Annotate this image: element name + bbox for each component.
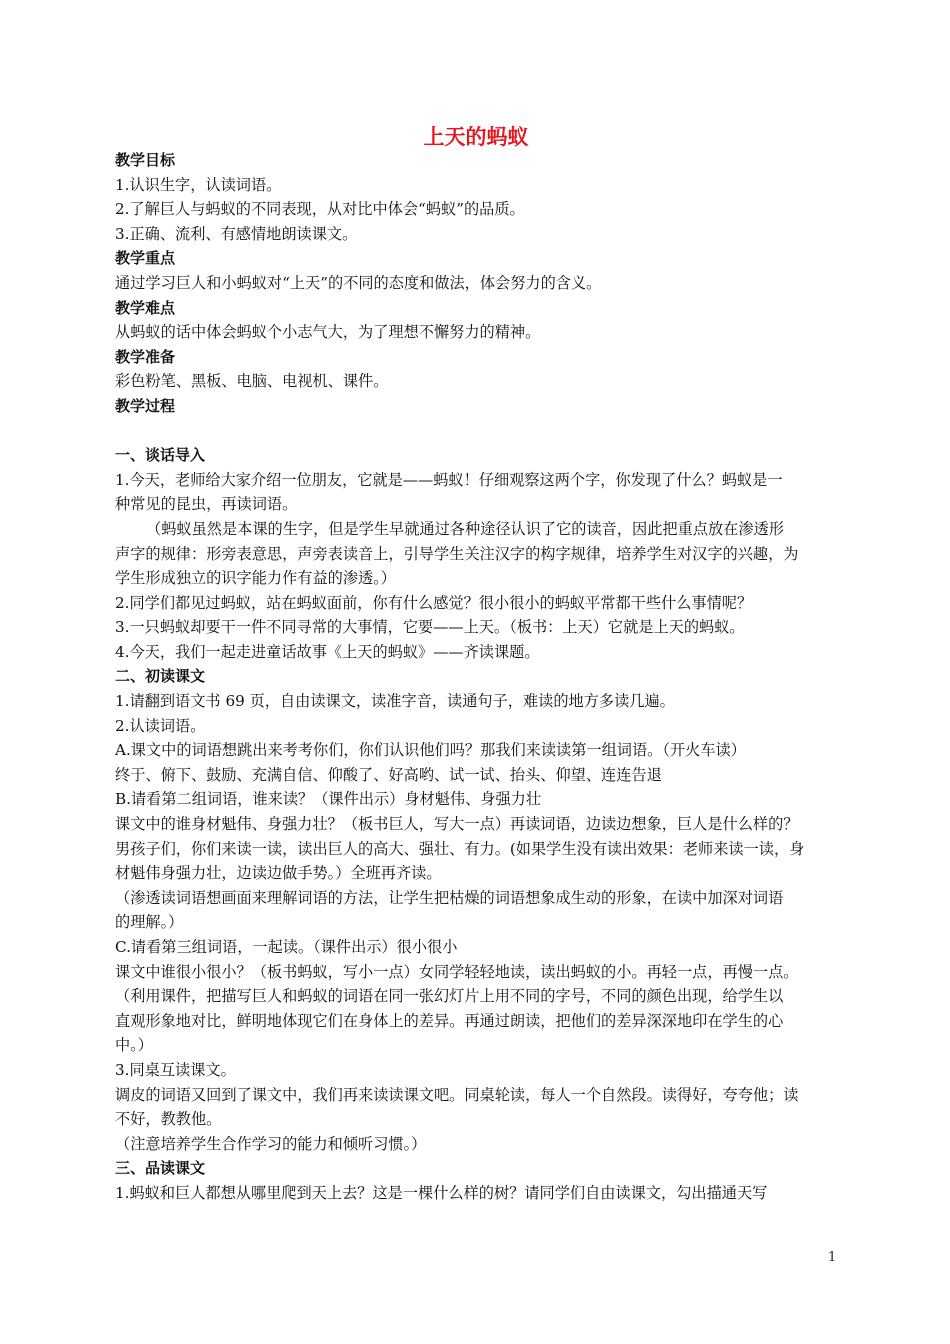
- goal-item: 2.了解巨人与蚂蚁的不同表现，从对比中体会“蚂蚁”的品质。: [115, 200, 525, 219]
- paragraph-line: A.课文中的词语想跳出来考考你们，你们认识他们吗？那我们来读读第一组词语。（开火车读）: [115, 741, 746, 760]
- section-heading-difficulty: 教学难点: [115, 298, 176, 317]
- key-text: 通过学习巨人和小蚂蚁对“上天”的不同的态度和做法，体会努力的含义。: [115, 273, 602, 292]
- paragraph-line: 调皮的词语又回到了课文中，我们再来读读课文吧。同桌轮读，每人一个自然段。读得好，夸夸他；读: [115, 1085, 799, 1104]
- document-body: [115, 148, 837, 1206]
- paragraph-line: 课文中的谁身材魁伟、身强力壮？（板书巨人，写大一点）再读词语，边读边想象，巨人是什么样的？: [115, 815, 799, 834]
- section-heading-prep: 教学准备: [115, 347, 176, 366]
- paragraph-line: 的理解。）: [115, 913, 184, 932]
- prep-text: 彩色粉笔、黑板、电脑、电视机、课件。: [115, 372, 389, 391]
- goal-item: 3.正确、流利、有感情地朗读课文。: [115, 224, 358, 243]
- paragraph-line: 学生形成独立的识字能力作有益的渗透。）: [115, 569, 396, 588]
- paragraph-line: 声字的规律：形旁表意思，声旁表读音上，引导学生关注汉字的构字规律，培养学生对汉字的兴趣，为: [115, 544, 799, 563]
- paragraph-line: 1.今天，老师给大家介绍一位朋友，它就是——蚂蚁！仔细观察这两个字，你发现了什么？蚂蚁是一: [115, 470, 783, 489]
- paragraph-line: 3.同桌互读课文。: [115, 1060, 236, 1079]
- paragraph-line: （渗透读词语想画面来理解词语的方法，让学生把枯燥的词语想象成生动的形象，在读中加深对词语: [115, 888, 784, 907]
- paragraph-line: C.请看第三组词语，一起读。（课件出示）很小很小: [115, 938, 458, 956]
- part3-heading: 三、品读课文: [115, 1159, 206, 1178]
- paragraph-line: 2.同学们都见过蚂蚁，站在蚂蚁面前，你有什么感觉？很小很小的蚂蚁平常都干些什么事情呢？: [115, 593, 753, 612]
- page-number: 1: [828, 1250, 837, 1265]
- paragraph-line: 终于、俯下、鼓励、充满自信、仰酸了、好高哟、试一试、抬头、仰望、连连告退: [115, 765, 662, 784]
- paragraph-line: 3.一只蚂蚁却要干一件不同寻常的大事情，它要——上天。（板书：上天）它就是上天的蚂蚁。: [115, 618, 745, 637]
- paragraph-line: 4.今天，我们一起走进童话故事《上天的蚂蚁》——齐读课题。: [115, 642, 540, 661]
- paragraph-line: B.请看第二组词语，谁来读？（课件出示）身材魁伟、身强力壮: [115, 790, 542, 809]
- paragraph-line: 2.认读词语。: [115, 716, 206, 735]
- paragraph-line: 1.请翻到语文书 69 页，自由读课文，读准字音，读通句子，难读的地方多读几遍。: [115, 692, 675, 711]
- part2-heading: 二、初读课文: [115, 667, 206, 686]
- paragraph-line: 种常见的昆虫，再读词语。: [115, 495, 298, 514]
- section-heading-process: 教学过程: [115, 396, 176, 415]
- paragraph-line: 课文中谁很小很小？（板书蚂蚁，写小一点）女同学轻轻地读，读出蚂蚁的小。再轻一点，再慢一点。: [115, 962, 799, 981]
- paragraph-line: 材魁伟身强力壮，边读边做手势。）全班再齐读。: [115, 864, 442, 883]
- blank-line: [115, 419, 837, 444]
- paragraph-line: （利用课件，把描写巨人和蚂蚁的词语在同一张幻灯片上用不同的字号，不同的颜色出现，给学生以: [115, 987, 784, 1006]
- part1-heading: 一、谈话导入: [115, 446, 206, 465]
- paragraph-line: 1.蚂蚁和巨人都想从哪里爬到天上去？这是一棵什么样的树？请同学们自由读课文，勾出描通天写: [115, 1183, 768, 1202]
- section-heading-goals: 教学目标: [115, 151, 176, 169]
- difficulty-text: 从蚂蚁的话中体会蚂蚁个小志气大，为了理想不懈努力的精神。: [115, 323, 541, 342]
- paragraph-line: 不好，教教他。: [115, 1110, 222, 1129]
- paragraph-line: 直观形象地对比，鲜明地体现它们在身体上的差异。再通过朗读，把他们的差异深深地印在学生的心: [115, 1011, 784, 1030]
- document-title: 上天的蚂蚁: [423, 124, 529, 149]
- paragraph-line: 中。）: [115, 1036, 153, 1055]
- paragraph-line: （注意培养学生合作学习的能力和倾听习惯。）: [115, 1134, 427, 1153]
- goal-item: 1.认识生字，认读词语。: [115, 175, 282, 194]
- section-heading-key: 教学重点: [115, 249, 176, 268]
- paragraph-line: （蚂蚁虽然是本课的生字，但是学生早就通过各种途径认识了它的读音，因此把重点放在渗透形: [146, 519, 784, 538]
- paragraph-line: 男孩子们，你们来读一读，读出巨人的高大、强壮、有力。(如果学生没有读出效果：老师来读一读，身: [115, 839, 805, 858]
